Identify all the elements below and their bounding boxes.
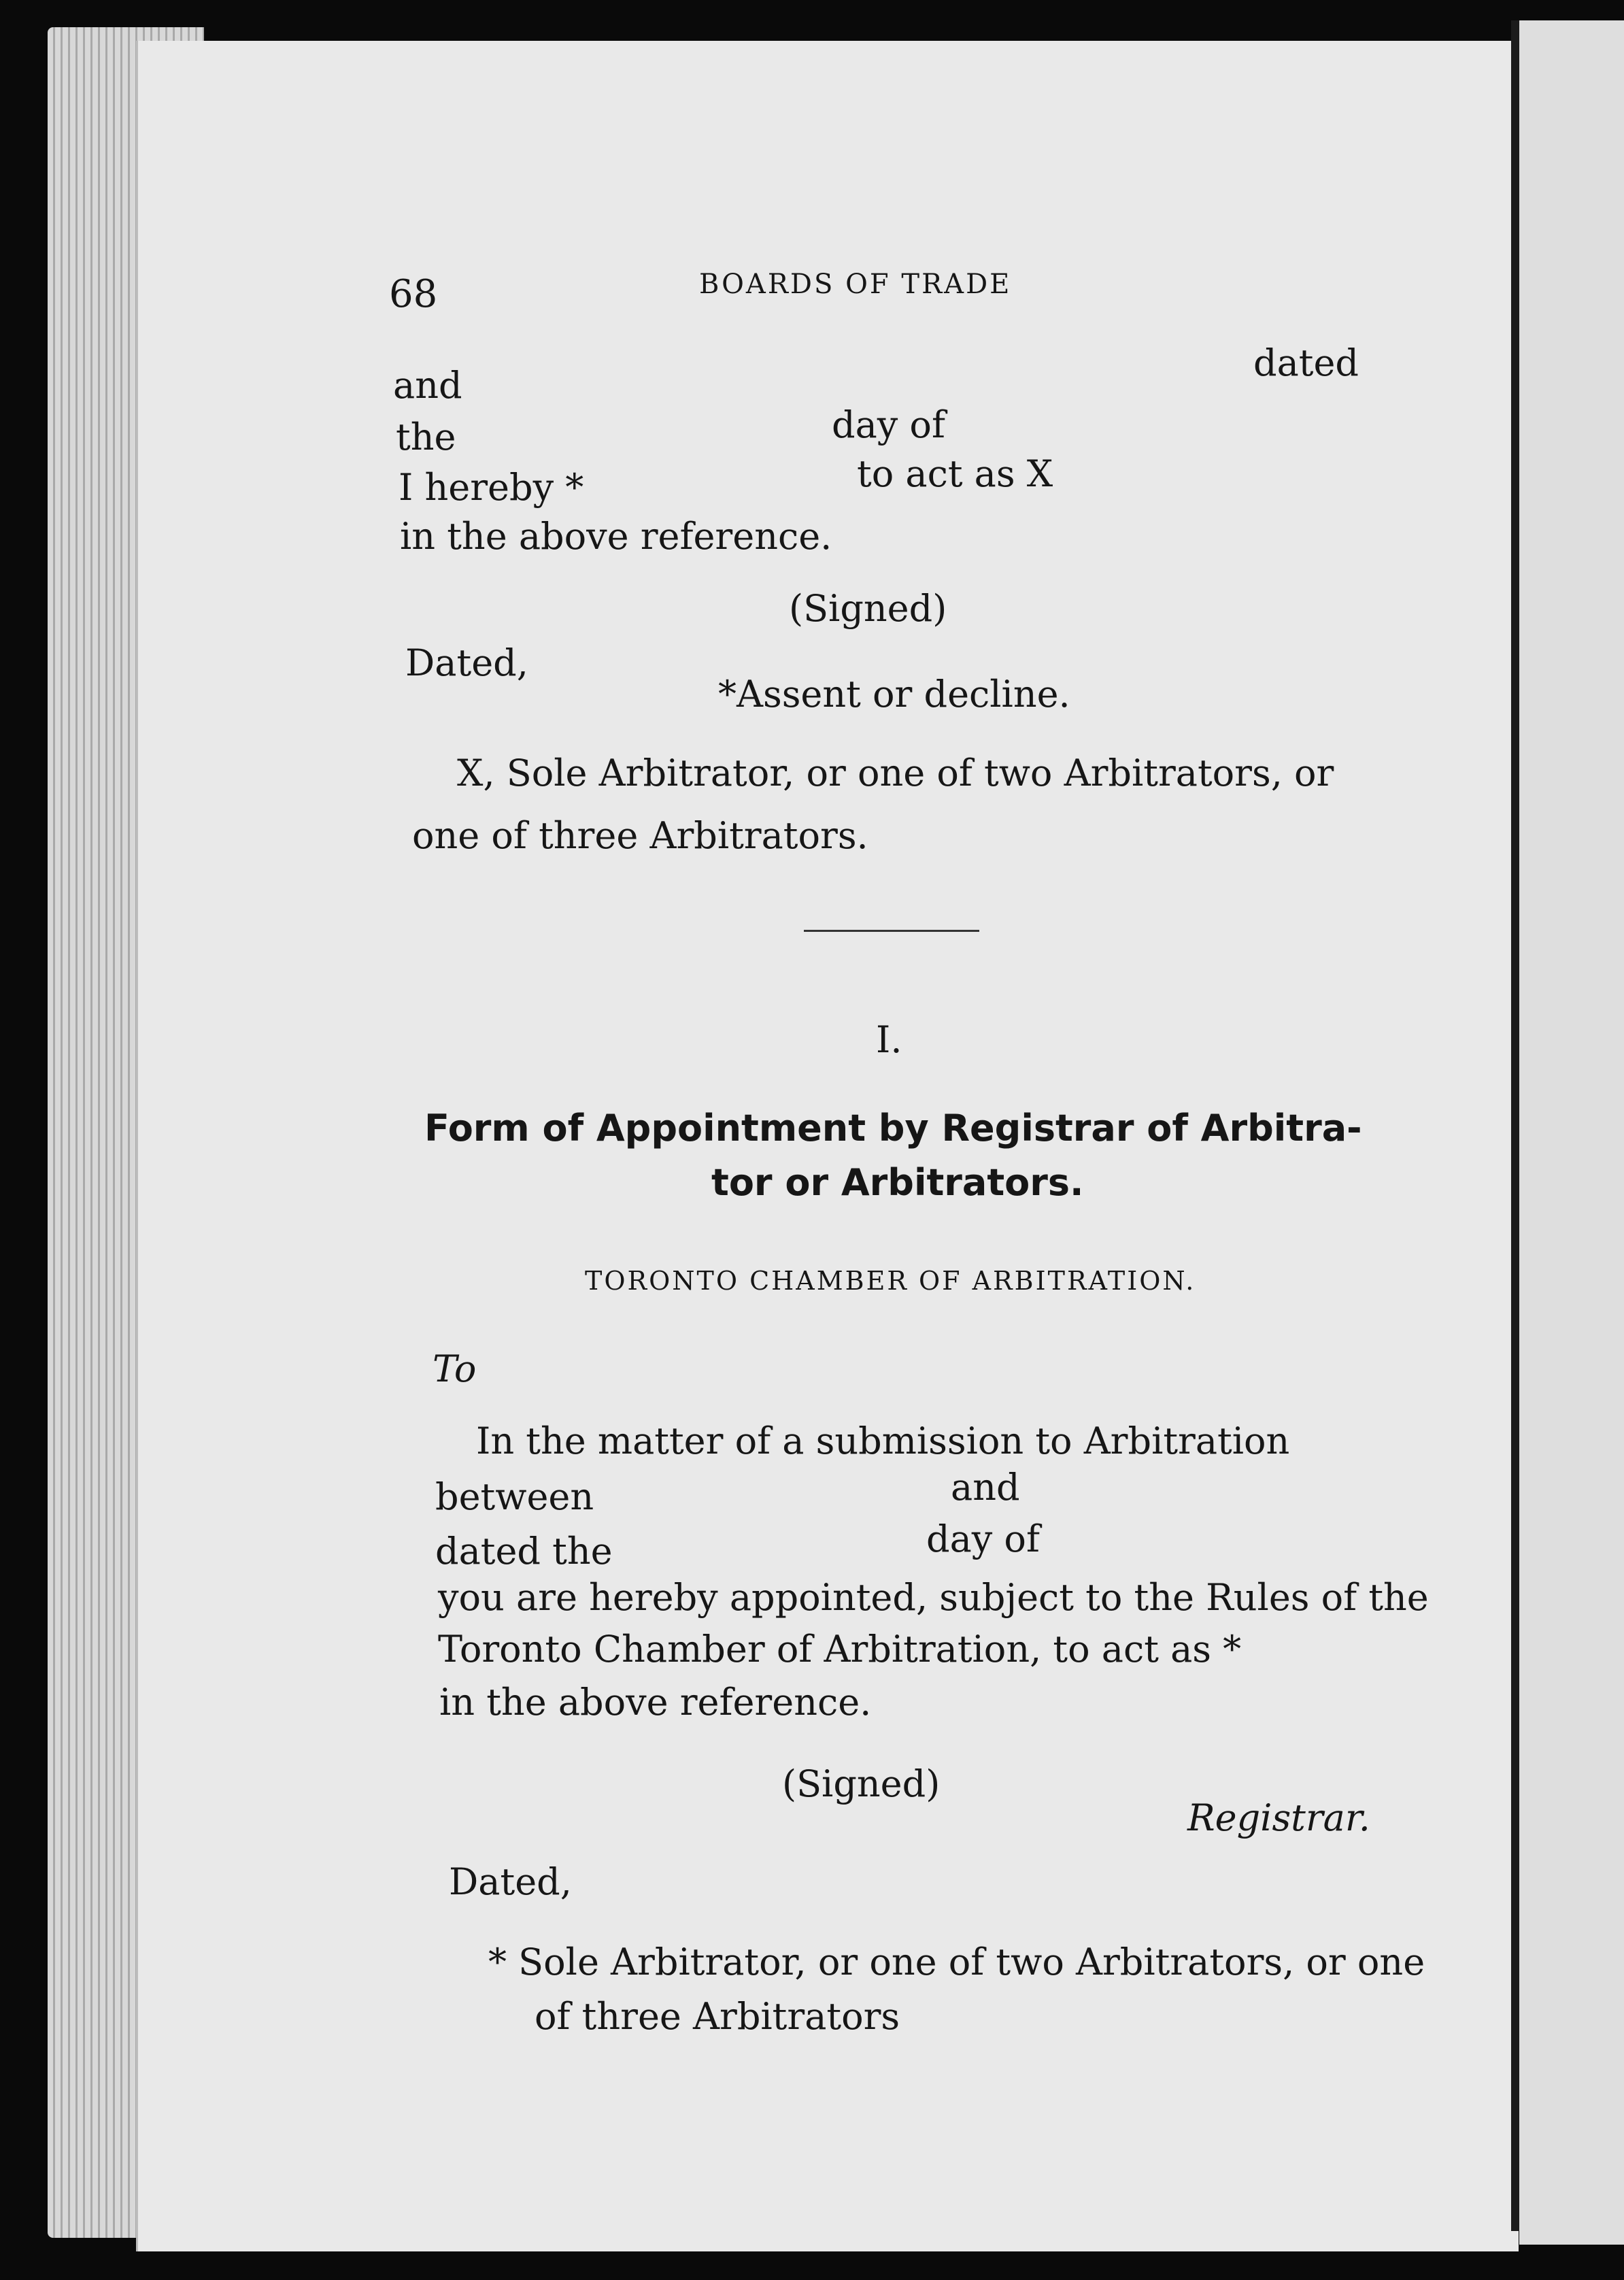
running-head: BOARDS OF TRADE <box>699 269 1012 300</box>
form-title-line-2: tor or Arbitrators. <box>711 1161 1084 1204</box>
body-line-day-of: day of <box>926 1518 1040 1560</box>
book-gutter <box>1511 20 1519 2231</box>
signed-label: (Signed) <box>789 587 947 630</box>
registrar-label: Registrar. <box>1187 1796 1370 1839</box>
organization-name: TORONTO CHAMBER OF ARBITRATION. <box>585 1266 1196 1296</box>
addressee-to: To <box>433 1347 477 1390</box>
form-line-to-act: to act as X <box>857 452 1053 495</box>
footnote: *Assent or decline. <box>718 673 1070 716</box>
body-line-between: between <box>435 1475 594 1518</box>
note-line-2: one of three Arbitrators. <box>412 814 868 857</box>
footnote-line-1: * Sole Arbitrator, or one of two Arbitrators, or one <box>488 1941 1425 1983</box>
form-line-the: the <box>396 416 456 458</box>
form-line-and: and <box>393 364 462 407</box>
body-line-5: Toronto Chamber of Arbitration, to act as * <box>438 1628 1242 1671</box>
signed-label: (Signed) <box>782 1762 941 1805</box>
dated-label: Dated, <box>405 641 528 684</box>
form-line-reference: in the above reference. <box>400 515 832 558</box>
body-line-4: you are hereby appointed, subject to the Rules of the <box>438 1576 1429 1619</box>
section-divider <box>804 930 979 932</box>
section-numeral: I. <box>876 1018 902 1061</box>
form-line-hereby: I hereby * <box>399 466 584 509</box>
note-line-1: X, Sole Arbitrator, or one of two Arbitrators, or <box>457 752 1334 794</box>
page-number: 68 <box>389 272 438 316</box>
body-line-1: In the matter of a submission to Arbitration <box>476 1420 1290 1462</box>
dated-label: Dated, <box>449 1860 572 1903</box>
body-line-dated-the: dated the <box>435 1530 613 1573</box>
form-line-dated: dated <box>1253 341 1359 384</box>
footnote-line-2: of three Arbitrators <box>535 1995 900 2038</box>
form-title-line-1: Form of Appointment by Registrar of Arbitra- <box>424 1107 1362 1150</box>
facing-page <box>1519 20 1624 2245</box>
body-line-6: in the above reference. <box>439 1681 872 1724</box>
form-line-day-of: day of <box>832 403 945 446</box>
body-line-and: and <box>951 1466 1020 1509</box>
